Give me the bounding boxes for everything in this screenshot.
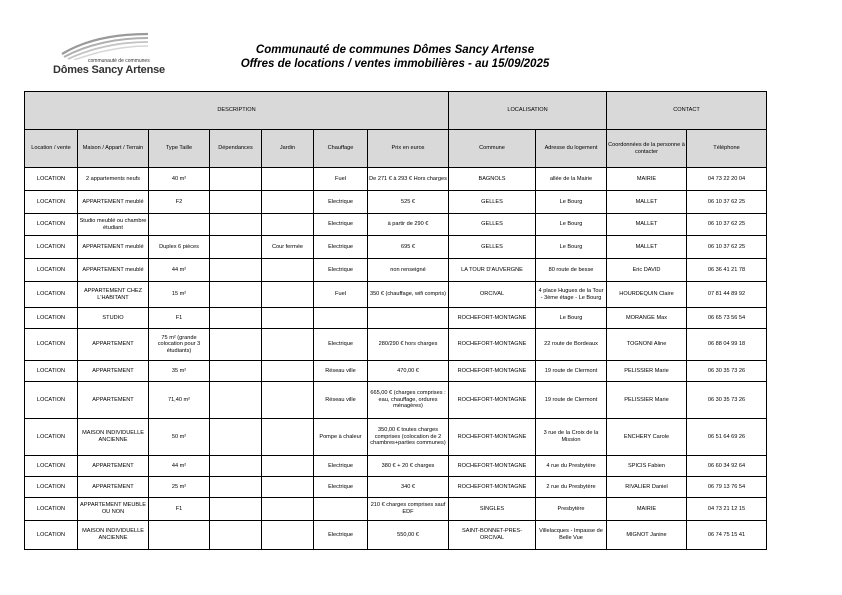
cell-jardin bbox=[262, 521, 314, 550]
cell-dependances bbox=[210, 382, 262, 419]
col-header-chauffage: Chauffage bbox=[314, 130, 368, 168]
cell-type-taille bbox=[149, 214, 210, 236]
cell-commune: ROCHEFORT-MONTAGNE bbox=[449, 419, 536, 456]
cell-prix: 340 € bbox=[368, 477, 449, 498]
table-row bbox=[25, 382, 767, 419]
col-header-commune: Commune bbox=[449, 130, 536, 168]
cell-location-vente: LOCATION bbox=[25, 477, 78, 498]
cell-contact: MALLET bbox=[607, 214, 687, 236]
logo-brand: Dômes Sancy Artense bbox=[53, 64, 165, 76]
cell-chauffage: Electrique bbox=[314, 191, 368, 214]
cell-dependances bbox=[210, 329, 262, 361]
cell-prix: 470,00 € bbox=[368, 361, 449, 382]
table-row bbox=[25, 521, 767, 550]
cell-prix: 525 € bbox=[368, 191, 449, 214]
cell-type-bien: MAISON INDIVIDUELLE ANCIENNE bbox=[78, 521, 149, 550]
table-row bbox=[25, 214, 767, 236]
cell-commune: ROCHEFORT-MONTAGNE bbox=[449, 456, 536, 477]
cell-dependances bbox=[210, 419, 262, 456]
cell-telephone: 06 30 35 73 26 bbox=[687, 361, 767, 382]
cell-chauffage: Pompe à chaleur bbox=[314, 419, 368, 456]
cell-jardin bbox=[262, 282, 314, 308]
cell-telephone: 06 10 37 62 25 bbox=[687, 236, 767, 259]
cell-type-bien: APPARTEMENT bbox=[78, 477, 149, 498]
cell-prix bbox=[368, 308, 449, 329]
logo-swoosh-icon bbox=[60, 32, 150, 60]
cell-contact: HOURDEQUIN Claire bbox=[607, 282, 687, 308]
cell-commune: ROCHEFORT-MONTAGNE bbox=[449, 308, 536, 329]
cell-contact: PELISSIER Marie bbox=[607, 361, 687, 382]
cell-dependances bbox=[210, 361, 262, 382]
cell-commune: ROCHEFORT-MONTAGNE bbox=[449, 382, 536, 419]
cell-telephone: 06 60 34 92 64 bbox=[687, 456, 767, 477]
cell-jardin bbox=[262, 214, 314, 236]
cell-dependances bbox=[210, 259, 262, 282]
cell-type-taille: 40 m² bbox=[149, 168, 210, 191]
cell-prix: De 271 € à 293 € Hors charges bbox=[368, 168, 449, 191]
cell-telephone: 06 30 35 73 26 bbox=[687, 382, 767, 419]
cell-type-bien: APPARTEMENT bbox=[78, 361, 149, 382]
cell-prix: 350,00 € toutes charges comprises (colocation de 2 chambres+parties communes) bbox=[368, 419, 449, 456]
cell-type-bien: 2 appartements neufs bbox=[78, 168, 149, 191]
col-header-type-bien: Maison / Appart / Terrain bbox=[78, 130, 149, 168]
cell-dependances bbox=[210, 214, 262, 236]
cell-jardin bbox=[262, 259, 314, 282]
logo bbox=[50, 32, 165, 82]
document-title bbox=[190, 43, 600, 71]
cell-dependances bbox=[210, 521, 262, 550]
cell-contact: RIVALIER Daniel bbox=[607, 477, 687, 498]
cell-adresse: Le Bourg bbox=[536, 214, 607, 236]
cell-prix: à partir de 290 € bbox=[368, 214, 449, 236]
cell-chauffage: Réseau ville bbox=[314, 361, 368, 382]
cell-prix: 550,00 € bbox=[368, 521, 449, 550]
cell-dependances bbox=[210, 282, 262, 308]
cell-location-vente: LOCATION bbox=[25, 498, 78, 521]
cell-contact: MORANGE Max bbox=[607, 308, 687, 329]
cell-type-bien: MAISON INDIVIDUELLE ANCIENNE bbox=[78, 419, 149, 456]
cell-commune: GELLES bbox=[449, 236, 536, 259]
cell-jardin bbox=[262, 419, 314, 456]
cell-commune: ROCHEFORT-MONTAGNE bbox=[449, 477, 536, 498]
cell-jardin bbox=[262, 308, 314, 329]
cell-adresse: allée de la Mairie bbox=[536, 168, 607, 191]
title-line-2: Offres de locations / ventes immobilières - au 15/09/2025 bbox=[240, 58, 550, 70]
cell-commune: GELLES bbox=[449, 214, 536, 236]
cell-contact: MIGNOT Janine bbox=[607, 521, 687, 550]
cell-contact: TOGNONI Aline bbox=[607, 329, 687, 361]
cell-chauffage: Réseau ville bbox=[314, 382, 368, 419]
cell-location-vente: LOCATION bbox=[25, 419, 78, 456]
cell-type-bien: APPARTEMENT bbox=[78, 329, 149, 361]
group-contact: CONTACT bbox=[607, 92, 767, 130]
cell-contact: SPICIS Fabien bbox=[607, 456, 687, 477]
column-header-row bbox=[25, 130, 767, 168]
cell-commune: ROCHEFORT-MONTAGNE bbox=[449, 361, 536, 382]
group-description: DESCRIPTION bbox=[25, 92, 449, 130]
cell-jardin bbox=[262, 191, 314, 214]
table-row bbox=[25, 259, 767, 282]
cell-adresse: Le Bourg bbox=[536, 308, 607, 329]
cell-commune: GELLES bbox=[449, 191, 536, 214]
cell-type-taille: 35 m² bbox=[149, 361, 210, 382]
cell-type-taille: 25 m² bbox=[149, 477, 210, 498]
cell-commune: LA TOUR D'AUVERGNE bbox=[449, 259, 536, 282]
table-row bbox=[25, 477, 767, 498]
cell-adresse: 80 route de besse bbox=[536, 259, 607, 282]
group-localisation: LOCALISATION bbox=[449, 92, 607, 130]
cell-type-taille: 44 m² bbox=[149, 456, 210, 477]
cell-location-vente: LOCATION bbox=[25, 259, 78, 282]
cell-location-vente: LOCATION bbox=[25, 521, 78, 550]
cell-location-vente: LOCATION bbox=[25, 282, 78, 308]
col-header-adresse: Adresse du logement bbox=[536, 130, 607, 168]
table-row bbox=[25, 191, 767, 214]
cell-prix: 380 € + 20 € charges bbox=[368, 456, 449, 477]
cell-jardin bbox=[262, 498, 314, 521]
cell-dependances bbox=[210, 498, 262, 521]
cell-dependances bbox=[210, 456, 262, 477]
col-header-prix: Prix en euros bbox=[368, 130, 449, 168]
cell-location-vente: LOCATION bbox=[25, 456, 78, 477]
cell-contact: MALLET bbox=[607, 191, 687, 214]
cell-type-bien: STUDIO bbox=[78, 308, 149, 329]
cell-type-taille: 71,40 m² bbox=[149, 382, 210, 419]
cell-type-bien: APPARTEMENT meublé bbox=[78, 259, 149, 282]
cell-dependances bbox=[210, 308, 262, 329]
cell-adresse: 19 route de Clermont bbox=[536, 361, 607, 382]
cell-adresse: 4 rue du Presbytère bbox=[536, 456, 607, 477]
table-row bbox=[25, 168, 767, 191]
col-header-contact: Coordonnées de la personne à contacter bbox=[607, 130, 687, 168]
cell-telephone: 06 74 75 15 41 bbox=[687, 521, 767, 550]
cell-type-bien: APPARTEMENT MEUBLE OU NON bbox=[78, 498, 149, 521]
cell-dependances bbox=[210, 168, 262, 191]
cell-type-taille: 44 m² bbox=[149, 259, 210, 282]
cell-jardin bbox=[262, 456, 314, 477]
cell-adresse: Presbytère bbox=[536, 498, 607, 521]
cell-telephone: 04 73 21 12 15 bbox=[687, 498, 767, 521]
cell-type-bien: APPARTEMENT meublé bbox=[78, 191, 149, 214]
cell-telephone: 06 36 41 21 78 bbox=[687, 259, 767, 282]
col-header-location-vente: Location / vente bbox=[25, 130, 78, 168]
cell-prix: 350 € (chauffage, wifi compris) bbox=[368, 282, 449, 308]
cell-dependances bbox=[210, 477, 262, 498]
cell-chauffage: Electrique bbox=[314, 329, 368, 361]
cell-adresse: Le Bourg bbox=[536, 236, 607, 259]
cell-type-bien: APPARTEMENT bbox=[78, 382, 149, 419]
cell-adresse: 4 place Hugues de la Tour - 3ème étage - Le Bourg bbox=[536, 282, 607, 308]
table-row bbox=[25, 282, 767, 308]
title-line-1: Communauté de communes Dômes Sancy Artense bbox=[255, 44, 535, 56]
cell-telephone: 07 81 44 89 92 bbox=[687, 282, 767, 308]
cell-chauffage: Fuel bbox=[314, 168, 368, 191]
cell-jardin: Cour fermée bbox=[262, 236, 314, 259]
cell-telephone: 04 73 22 20 04 bbox=[687, 168, 767, 191]
cell-type-taille: Duplex 6 pièces bbox=[149, 236, 210, 259]
cell-adresse: 22 route de Bordeaux bbox=[536, 329, 607, 361]
cell-adresse: 2 rue du Presbytère bbox=[536, 477, 607, 498]
cell-prix: 210 € charges comprises sauf EDF bbox=[368, 498, 449, 521]
cell-jardin bbox=[262, 329, 314, 361]
table-row bbox=[25, 236, 767, 259]
cell-contact: MALLET bbox=[607, 236, 687, 259]
cell-location-vente: LOCATION bbox=[25, 168, 78, 191]
cell-prix: non renseigné bbox=[368, 259, 449, 282]
table-row bbox=[25, 498, 767, 521]
logo-small-text: communauté de communes bbox=[88, 58, 150, 64]
col-header-type-taille: Type Taille bbox=[149, 130, 210, 168]
cell-dependances bbox=[210, 236, 262, 259]
cell-dependances bbox=[210, 191, 262, 214]
cell-telephone: 06 10 37 62 25 bbox=[687, 214, 767, 236]
cell-adresse: 3 rue de la Croix de la Mission bbox=[536, 419, 607, 456]
cell-type-taille: 15 m² bbox=[149, 282, 210, 308]
cell-chauffage bbox=[314, 308, 368, 329]
cell-location-vente: LOCATION bbox=[25, 382, 78, 419]
cell-type-taille: F1 bbox=[149, 308, 210, 329]
cell-type-bien: Studio meublé ou chambre étudiant bbox=[78, 214, 149, 236]
cell-jardin bbox=[262, 168, 314, 191]
cell-type-taille: 50 m² bbox=[149, 419, 210, 456]
cell-commune: SAINT-BONNET-PRES-ORCIVAL bbox=[449, 521, 536, 550]
cell-chauffage: Electrique bbox=[314, 456, 368, 477]
listings-table bbox=[24, 91, 767, 550]
cell-chauffage: Fuel bbox=[314, 282, 368, 308]
col-header-jardin: Jardin bbox=[262, 130, 314, 168]
cell-chauffage: Electrique bbox=[314, 521, 368, 550]
cell-chauffage: Electrique bbox=[314, 214, 368, 236]
cell-location-vente: LOCATION bbox=[25, 191, 78, 214]
cell-type-bien: APPARTEMENT meublé bbox=[78, 236, 149, 259]
cell-contact: Eric DAVID bbox=[607, 259, 687, 282]
table-row bbox=[25, 419, 767, 456]
cell-type-taille: F2 bbox=[149, 191, 210, 214]
cell-location-vente: LOCATION bbox=[25, 308, 78, 329]
cell-jardin bbox=[262, 361, 314, 382]
cell-type-taille bbox=[149, 521, 210, 550]
cell-prix: 280/290 € hors charges bbox=[368, 329, 449, 361]
cell-commune: ROCHEFORT-MONTAGNE bbox=[449, 329, 536, 361]
cell-prix: 665,00 € (charges comprises : eau, chauffage, ordures ménagères) bbox=[368, 382, 449, 419]
cell-telephone: 06 51 64 69 26 bbox=[687, 419, 767, 456]
cell-chauffage: Electrique bbox=[314, 259, 368, 282]
cell-location-vente: LOCATION bbox=[25, 361, 78, 382]
cell-location-vente: LOCATION bbox=[25, 214, 78, 236]
cell-jardin bbox=[262, 382, 314, 419]
table-row bbox=[25, 361, 767, 382]
cell-adresse: 19 route de Clermont bbox=[536, 382, 607, 419]
cell-adresse: Villelacques - Impasse de Belle Vue bbox=[536, 521, 607, 550]
cell-type-bien: APPARTEMENT CHEZ L'HABITANT bbox=[78, 282, 149, 308]
table-row bbox=[25, 308, 767, 329]
table-row bbox=[25, 456, 767, 477]
cell-location-vente: LOCATION bbox=[25, 236, 78, 259]
group-header-row bbox=[25, 92, 767, 130]
cell-chauffage: Electrique bbox=[314, 477, 368, 498]
cell-commune: BAGNOLS bbox=[449, 168, 536, 191]
cell-telephone: 06 10 37 62 25 bbox=[687, 191, 767, 214]
cell-telephone: 06 88 04 99 18 bbox=[687, 329, 767, 361]
cell-type-taille: 75 m² (grande colocation pour 3 étudiants) bbox=[149, 329, 210, 361]
cell-chauffage: Electrique bbox=[314, 236, 368, 259]
cell-adresse: Le Bourg bbox=[536, 191, 607, 214]
cell-contact: MAIRIE bbox=[607, 498, 687, 521]
cell-commune: SINGLES bbox=[449, 498, 536, 521]
cell-location-vente: LOCATION bbox=[25, 329, 78, 361]
cell-contact: ENCHERY Carole bbox=[607, 419, 687, 456]
cell-jardin bbox=[262, 477, 314, 498]
cell-type-bien: APPARTEMENT bbox=[78, 456, 149, 477]
cell-chauffage bbox=[314, 498, 368, 521]
cell-telephone: 06 65 73 56 54 bbox=[687, 308, 767, 329]
cell-contact: PELISSIER Marie bbox=[607, 382, 687, 419]
cell-contact: MAIRIE bbox=[607, 168, 687, 191]
cell-prix: 695 € bbox=[368, 236, 449, 259]
table-row bbox=[25, 329, 767, 361]
cell-type-taille: F1 bbox=[149, 498, 210, 521]
col-header-telephone: Téléphone bbox=[687, 130, 767, 168]
cell-commune: ORCIVAL bbox=[449, 282, 536, 308]
col-header-dependances: Dépendances bbox=[210, 130, 262, 168]
cell-telephone: 06 79 13 76 54 bbox=[687, 477, 767, 498]
